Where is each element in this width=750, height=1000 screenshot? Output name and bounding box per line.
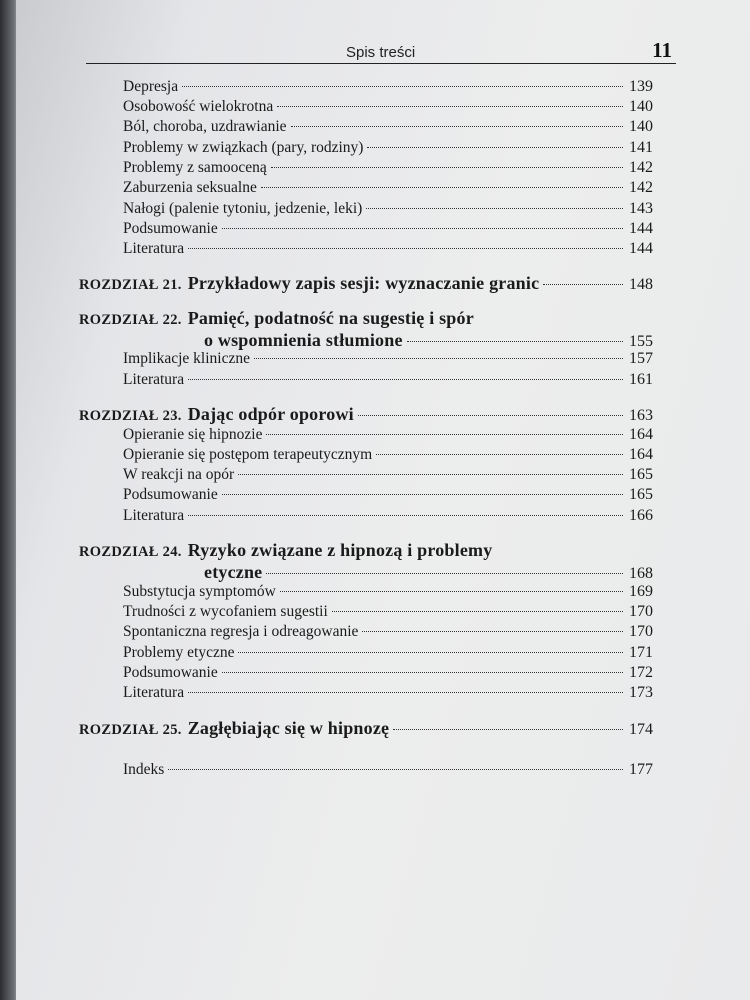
page-number: 11 bbox=[652, 38, 672, 62]
toc-entry bbox=[123, 684, 653, 702]
toc-entry-page: 139 bbox=[629, 78, 653, 95]
toc-entry bbox=[123, 220, 653, 238]
chapter-page: 148 bbox=[629, 276, 653, 293]
chapter-label: ROZDZIAŁ 21. bbox=[79, 277, 182, 293]
toc-entry-label: Literatura bbox=[123, 684, 185, 701]
toc-entry bbox=[123, 644, 653, 662]
toc-entry-label: Spontaniczna regresja i odreagowanie bbox=[123, 623, 359, 640]
toc-entry bbox=[123, 371, 653, 389]
toc-chapter-continuation bbox=[204, 562, 653, 583]
toc-entry-page: 169 bbox=[629, 583, 653, 600]
toc-entry bbox=[123, 466, 653, 484]
chapter-title: Pamięć, podatność na sugestię i spór bbox=[187, 308, 474, 328]
toc-entry-page: 144 bbox=[629, 220, 653, 237]
dot-leader bbox=[271, 167, 623, 168]
dot-leader bbox=[358, 415, 623, 416]
dot-leader bbox=[182, 86, 623, 87]
toc-entry-label: Zaburzenia seksualne bbox=[123, 179, 257, 196]
dot-leader bbox=[254, 358, 623, 359]
dot-leader bbox=[261, 187, 623, 188]
toc-entry bbox=[123, 118, 653, 136]
toc-entry-label: Depresja bbox=[123, 78, 179, 95]
dot-leader bbox=[266, 434, 623, 435]
toc-entry bbox=[123, 486, 653, 504]
toc-entry-label: Problemy z samooceną bbox=[123, 159, 267, 176]
toc-entry bbox=[123, 603, 653, 621]
toc-entry-label: Literatura bbox=[123, 371, 185, 388]
toc-index-entry bbox=[123, 761, 653, 779]
toc-entry-page: 165 bbox=[629, 486, 653, 503]
toc-entry-page: 157 bbox=[629, 350, 653, 367]
chapter-page: 168 bbox=[629, 565, 653, 582]
toc-entry-label: Literatura bbox=[123, 507, 185, 524]
toc-chapter bbox=[79, 718, 653, 739]
toc-entry bbox=[123, 350, 653, 368]
toc-entry-page: 161 bbox=[629, 371, 653, 388]
toc-entry bbox=[123, 98, 653, 116]
toc-entry-label: Nałogi (palenie tytoniu, jedzenie, leki) bbox=[123, 200, 363, 217]
book-page bbox=[16, 0, 750, 1000]
toc-chapter bbox=[79, 308, 653, 329]
chapter-label: ROZDZIAŁ 23. bbox=[79, 408, 182, 424]
dot-leader bbox=[376, 454, 623, 455]
dot-leader bbox=[188, 379, 623, 380]
toc-entry bbox=[123, 507, 653, 525]
dot-leader bbox=[277, 106, 623, 107]
dot-leader bbox=[280, 591, 623, 592]
toc-entry-label: Osobowość wielokrotna bbox=[123, 98, 274, 115]
toc-entry-page: 170 bbox=[629, 603, 653, 620]
toc-entry-label: Podsumowanie bbox=[123, 220, 218, 237]
dot-leader bbox=[188, 248, 623, 249]
toc-entry bbox=[123, 139, 653, 157]
toc-entry bbox=[123, 664, 653, 682]
toc-chapter bbox=[79, 540, 653, 561]
dot-leader bbox=[367, 147, 623, 148]
toc-entry-page: 143 bbox=[629, 200, 653, 217]
toc-entry-label: Opieranie się postępom terapeutycznym bbox=[123, 446, 373, 463]
toc-chapter-continuation bbox=[204, 330, 653, 351]
chapter-title: Ryzyko związane z hipnozą i problemy bbox=[187, 540, 493, 560]
chapter-title: Zagłębiając się w hipnozę bbox=[187, 718, 390, 738]
dot-leader bbox=[222, 494, 623, 495]
running-header-title: Spis treści bbox=[346, 44, 416, 61]
toc-entry-label: Substytucja symptomów bbox=[123, 583, 276, 600]
dot-leader bbox=[366, 208, 623, 209]
chapter-label: ROZDZIAŁ 24. bbox=[79, 544, 182, 560]
dot-leader bbox=[188, 515, 623, 516]
toc-entry-label: Ból, choroba, uzdrawianie bbox=[123, 118, 287, 135]
chapter-label: ROZDZIAŁ 22. bbox=[79, 312, 182, 328]
chapter-title-continuation: etyczne bbox=[204, 562, 263, 582]
toc-entry-page: 144 bbox=[629, 240, 653, 257]
toc-chapter bbox=[79, 273, 653, 294]
toc-entry-label: Problemy w związkach (pary, rodziny) bbox=[123, 139, 364, 156]
toc-entry-page: 140 bbox=[629, 98, 653, 115]
toc-entry-label: Podsumowanie bbox=[123, 664, 218, 681]
dot-leader bbox=[168, 769, 623, 770]
toc-entry-page: 172 bbox=[629, 664, 653, 681]
toc-entry-label: Implikacje kliniczne bbox=[123, 350, 250, 367]
toc-entry bbox=[123, 179, 653, 197]
toc-entry-label: Problemy etyczne bbox=[123, 644, 235, 661]
index-label: Indeks bbox=[123, 761, 165, 778]
index-page: 177 bbox=[629, 761, 653, 778]
toc-entry-page: 171 bbox=[629, 644, 653, 661]
chapter-page: 174 bbox=[629, 721, 653, 738]
toc-entry-page: 165 bbox=[629, 466, 653, 483]
toc-entry bbox=[123, 240, 653, 258]
toc-entry bbox=[123, 200, 653, 218]
chapter-label: ROZDZIAŁ 25. bbox=[79, 722, 182, 738]
dot-leader bbox=[222, 228, 623, 229]
toc-entry-page: 170 bbox=[629, 623, 653, 640]
toc-entry-label: Literatura bbox=[123, 240, 185, 257]
toc-entry bbox=[123, 446, 653, 464]
toc-entry-label: Trudności z wycofaniem sugestii bbox=[123, 603, 328, 620]
dot-leader bbox=[362, 631, 623, 632]
dot-leader bbox=[188, 692, 623, 693]
toc-entry bbox=[123, 426, 653, 444]
dot-leader bbox=[543, 284, 623, 285]
toc-entry-page: 166 bbox=[629, 507, 653, 524]
chapter-title: Przykładowy zapis sesji: wyznaczanie granic bbox=[187, 273, 540, 293]
chapter-page: 155 bbox=[629, 333, 653, 350]
toc-entry bbox=[123, 159, 653, 177]
dot-leader bbox=[393, 729, 623, 730]
toc-chapter bbox=[79, 404, 653, 425]
toc-entry-label: Opieranie się hipnozie bbox=[123, 426, 263, 443]
toc-entry-page: 142 bbox=[629, 159, 653, 176]
toc-entry-page: 140 bbox=[629, 118, 653, 135]
toc-entry-page: 142 bbox=[629, 179, 653, 196]
toc-entry-page: 164 bbox=[629, 446, 653, 463]
chapter-page: 163 bbox=[629, 407, 653, 424]
toc-entry bbox=[123, 583, 653, 601]
dot-leader bbox=[332, 611, 623, 612]
toc-entry bbox=[123, 623, 653, 641]
chapter-title: Dając odpór oporowi bbox=[187, 404, 354, 424]
dot-leader bbox=[238, 474, 623, 475]
table-of-contents bbox=[16, 0, 750, 1000]
dot-leader bbox=[266, 573, 623, 574]
dot-leader bbox=[407, 341, 623, 342]
toc-entry-page: 164 bbox=[629, 426, 653, 443]
toc-entry bbox=[123, 78, 653, 96]
toc-entry-page: 141 bbox=[629, 139, 653, 156]
dot-leader bbox=[291, 126, 623, 127]
chapter-title-continuation: o wspomnienia stłumione bbox=[204, 330, 403, 350]
dot-leader bbox=[222, 672, 623, 673]
toc-entry-label: Podsumowanie bbox=[123, 486, 218, 503]
dot-leader bbox=[238, 652, 623, 653]
toc-entry-page: 173 bbox=[629, 684, 653, 701]
toc-entry-label: W reakcji na opór bbox=[123, 466, 235, 483]
